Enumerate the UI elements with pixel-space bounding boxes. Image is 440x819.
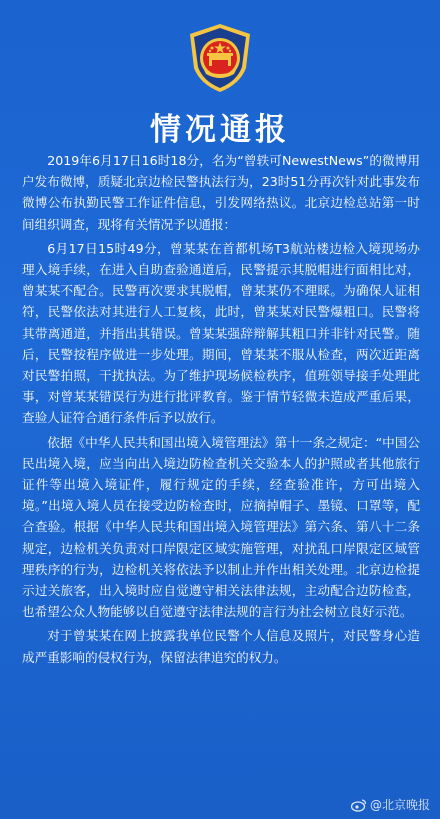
paragraph-legal-basis: 依据《中华人民共和国出境入境管理法》第十一条之规定：“中国公民出境入境，应当向出入境边防检查机关交验本人的护照或者其他旅行证件等出境入境证件，履行规定的手续，经查验准许，方可出境入境。”出境入境人员在接受边防检查时，应摘掉帽子、墨镜、口罩等，配合查验。根据《中华人民共和国出境入境管理法》第六条、第八十二条规定，边检机关负责对口岸限定区域实施管理，对扰乱口岸限定区域管理秩序的行为，边检机关将依法予以制止并作出相关处理。北京边检提示过关旅客，出入境时应自觉遵守相关法律法规，主动配合边防检查，也希望公众人物能够以自觉遵守法律法规的言行为社会树立良好示范。 [22,434,420,620]
paragraph-intro: 2019年6月17日16时18分，名为“曾轶可NewestNews”的微博用户发布微博，质疑北京边检民警执法行为，23时51分再次针对此事发布微博公布执勤民警工作证件信息，引发网络热议。北京边检总站第一时间组织调查，现将有关情况予以通报： [22,153,420,232]
watermark [351,796,430,813]
watermark-text: @北京晚报 [369,798,430,812]
paragraph-incident: 6月17日15时49分，曾某某在首都机场T3航站楼边检入境现场办理入境手续，在进入自助查验通道后，民警提示其脱帽进行面相比对，曾某某不配合。民警再次要求其脱帽，曾某某仍不理睬。为确保人证相符，民警依法对其进行人工复核，此时，曾某某对民警爆粗口。民警将其带离通道，并指出其错误。曾某某强辞辩解其粗口并非针对民警。随后，民警按程序做进一步处理。期间，曾某某不服从检查，两次近距离对民警拍照，干扰执法。为了维护现场候检秩序，值班领导接手处理此事，对曾某某错误行为进行批评教育。鉴于情节轻微未造成严重后果，查验人证符合通行条件后予以放行。 [22,240,420,426]
weibo-icon [351,798,367,812]
paragraph-rights: 对于曾某某在网上披露我单位民警个人信息及照片，对民警身心造成严重影响的侵权行为，保留法律追究的权力。 [22,628,420,665]
police-emblem-icon [182,20,258,96]
notice-body [22,150,420,668]
notice-title: 情况通报 [150,112,290,148]
